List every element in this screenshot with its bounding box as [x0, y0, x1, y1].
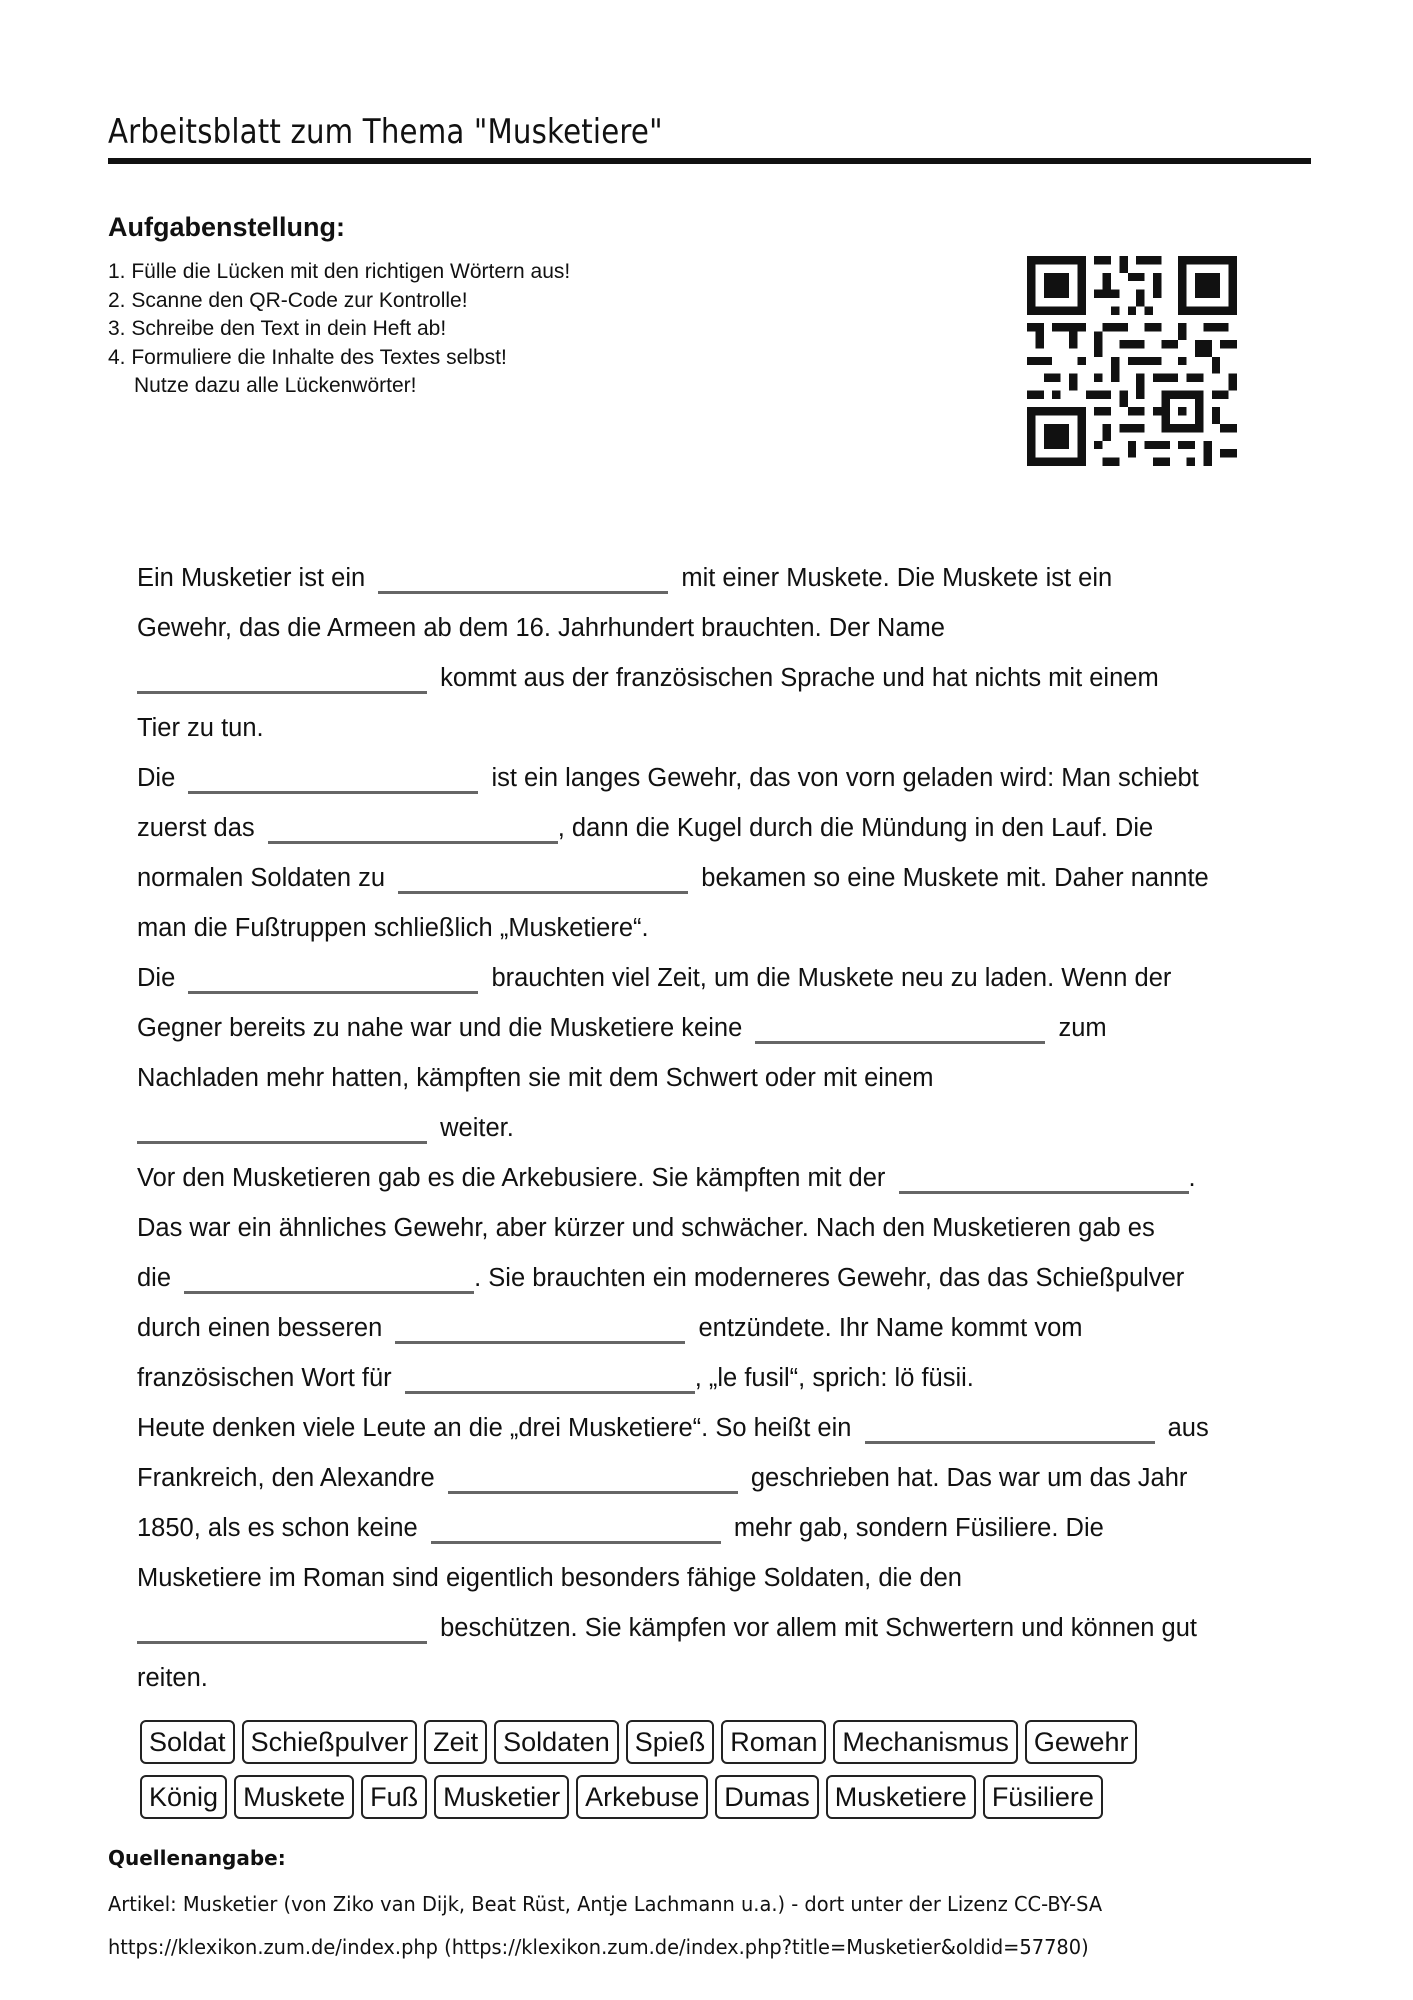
source-url[interactable]: https://klexikon.zum.de/index.php (https://klexikon.zum.de/index.php?title=Musketier&oldid=57780)	[108, 1935, 1089, 1959]
source-article: Artikel: Musketier (von Ziko van Dijk, Beat Rüst, Antje Lachmann u.a.) - dort unter der Lizenz CC-BY-SA	[108, 1892, 1103, 1916]
task-item: 3. Schreibe den Text in dein Heft ab!	[108, 317, 447, 340]
word-chip[interactable]: Zeit	[424, 1720, 487, 1764]
text-segment: mit einer Muskete. Die Muskete ist ein	[681, 564, 1113, 592]
text-segment: . Sie brauchten ein moderneres Gewehr, das das Schießpulver	[474, 1264, 1185, 1292]
text-segment: die	[137, 1264, 172, 1292]
blank-field[interactable]	[865, 1441, 1155, 1444]
word-chip[interactable]: König	[140, 1775, 227, 1819]
task-item-continued: Nutze dazu alle Lückenwörter!	[134, 374, 417, 397]
blank-field[interactable]	[268, 841, 558, 844]
word-chip[interactable]: Arkebuse	[576, 1775, 708, 1819]
text-segment: aus	[1167, 1414, 1209, 1442]
text-segment: man die Fußtruppen schließlich „Musketiere“.	[137, 914, 649, 942]
text-line	[137, 1453, 1297, 1503]
word-chip[interactable]: Füsiliere	[983, 1775, 1103, 1819]
blank-field[interactable]	[188, 791, 478, 794]
text-line	[137, 1153, 1297, 1203]
qr-code-icon	[1027, 256, 1237, 466]
task-heading: Aufgabenstellung:	[108, 212, 345, 242]
text-segment: kommt aus der französischen Sprache und hat nichts mit einem	[440, 664, 1159, 692]
blank-field[interactable]	[188, 991, 478, 994]
text-line	[137, 803, 1297, 853]
text-line	[137, 953, 1297, 1003]
word-chip[interactable]: Roman	[721, 1720, 826, 1764]
text-segment: mehr gab, sondern Füsiliere. Die	[733, 1514, 1104, 1542]
text-line	[137, 1303, 1297, 1353]
text-line	[137, 1253, 1297, 1303]
text-segment: entzündete. Ihr Name kommt vom	[698, 1314, 1083, 1342]
word-chip[interactable]: Muskete	[234, 1775, 354, 1819]
blank-field[interactable]	[755, 1041, 1045, 1044]
text-segment: Gewehr, das die Armeen ab dem 16. Jahrhundert brauchten. Der Name	[137, 614, 945, 642]
text-line	[137, 1003, 1297, 1053]
text-segment: Nachladen mehr hatten, kämpften sie mit dem Schwert oder mit einem	[137, 1064, 934, 1092]
text-segment: Die	[137, 764, 176, 792]
text-line	[137, 1603, 1297, 1653]
text-line	[137, 853, 1297, 903]
blank-field[interactable]	[431, 1541, 721, 1544]
blank-field[interactable]	[395, 1341, 685, 1344]
text-line	[137, 1103, 1297, 1153]
word-chip[interactable]: Musketier	[434, 1775, 569, 1819]
word-bank-row	[140, 1775, 1290, 1819]
word-chip[interactable]: Spieß	[626, 1720, 715, 1764]
text-line	[137, 553, 1297, 603]
text-segment: geschrieben hat. Das war um das Jahr	[750, 1464, 1188, 1492]
title-divider	[108, 158, 1311, 164]
text-line	[137, 603, 1297, 653]
text-segment: zuerst das	[137, 814, 255, 842]
blank-field[interactable]	[378, 591, 668, 594]
text-segment: zum	[1058, 1014, 1107, 1042]
text-segment: Heute denken viele Leute an die „drei Musketiere“. So heißt ein	[137, 1414, 852, 1442]
text-segment: Die	[137, 964, 176, 992]
text-line	[137, 1653, 1297, 1703]
word-chip[interactable]: Gewehr	[1025, 1720, 1138, 1764]
text-line	[137, 903, 1297, 953]
text-segment: französischen Wort für	[137, 1364, 392, 1392]
text-segment: normalen Soldaten zu	[137, 864, 386, 892]
task-item: 1. Fülle die Lücken mit den richtigen Wörtern aus!	[108, 260, 571, 283]
source-heading: Quellenangabe:	[108, 1846, 286, 1870]
text-segment: Vor den Musketieren gab es die Arkebusiere. Sie kämpften mit der	[137, 1164, 886, 1192]
text-segment: Frankreich, den Alexandre	[137, 1464, 435, 1492]
text-line	[137, 753, 1297, 803]
task-item: 2. Scanne den QR-Code zur Kontrolle!	[108, 288, 468, 312]
text-segment: Das war ein ähnliches Gewehr, aber kürzer und schwächer. Nach den Musketieren gab es	[137, 1214, 1155, 1242]
text-segment: bekamen so eine Muskete mit. Daher nannte	[701, 864, 1209, 892]
blank-field[interactable]	[184, 1291, 474, 1294]
word-chip[interactable]: Schießpulver	[242, 1720, 418, 1764]
cloze-text	[137, 553, 1297, 1703]
text-line	[137, 1053, 1297, 1103]
text-segment: 1850, als es schon keine	[137, 1514, 418, 1542]
task-item: 4. Formuliere die Inhalte des Textes selbst!	[108, 345, 507, 369]
task-list	[108, 258, 570, 401]
word-chip[interactable]: Soldat	[140, 1720, 235, 1764]
word-chip[interactable]: Soldaten	[494, 1720, 619, 1764]
blank-field[interactable]	[137, 1141, 427, 1144]
text-line	[137, 653, 1297, 703]
text-segment: brauchten viel Zeit, um die Muskete neu zu laden. Wenn der	[491, 964, 1172, 992]
word-chip[interactable]: Fuß	[361, 1775, 427, 1819]
blank-field[interactable]	[137, 691, 427, 694]
text-line	[137, 1203, 1297, 1253]
text-segment: Musketiere im Roman sind eigentlich besonders fähige Soldaten, die den	[137, 1564, 962, 1592]
blank-field[interactable]	[899, 1191, 1189, 1194]
word-chip[interactable]: Mechanismus	[833, 1720, 1018, 1764]
word-bank-row	[140, 1720, 1290, 1764]
text-segment: , dann die Kugel durch die Mündung in den Lauf. Die	[557, 814, 1154, 842]
text-line	[137, 703, 1297, 753]
text-line	[137, 1503, 1297, 1553]
text-segment: weiter.	[440, 1114, 514, 1142]
text-segment: reiten.	[137, 1664, 208, 1692]
text-segment: .	[1188, 1164, 1196, 1192]
word-bank	[140, 1720, 1290, 1830]
blank-field[interactable]	[448, 1491, 738, 1494]
blank-field[interactable]	[137, 1641, 427, 1644]
text-segment: ist ein langes Gewehr, das von vorn geladen wird: Man schiebt	[491, 764, 1199, 792]
text-segment: , „le fusil“, sprich: lö füsii.	[694, 1364, 974, 1392]
text-line	[137, 1353, 1297, 1403]
blank-field[interactable]	[405, 1391, 695, 1394]
text-line	[137, 1553, 1297, 1603]
text-segment: Gegner bereits zu nahe war und die Musketiere keine	[137, 1014, 743, 1042]
blank-field[interactable]	[398, 891, 688, 894]
text-segment: Ein Musketier ist ein	[137, 564, 366, 592]
text-line	[137, 1403, 1297, 1453]
text-segment: beschützen. Sie kämpfen vor allem mit Schwertern und können gut	[440, 1614, 1198, 1642]
worksheet-title: Arbeitsblatt zum Thema "Musketiere"	[108, 112, 663, 152]
text-segment: Tier zu tun.	[137, 714, 264, 742]
word-chip[interactable]: Dumas	[715, 1775, 819, 1819]
word-chip[interactable]: Musketiere	[826, 1775, 976, 1819]
text-segment: durch einen besseren	[137, 1314, 383, 1342]
